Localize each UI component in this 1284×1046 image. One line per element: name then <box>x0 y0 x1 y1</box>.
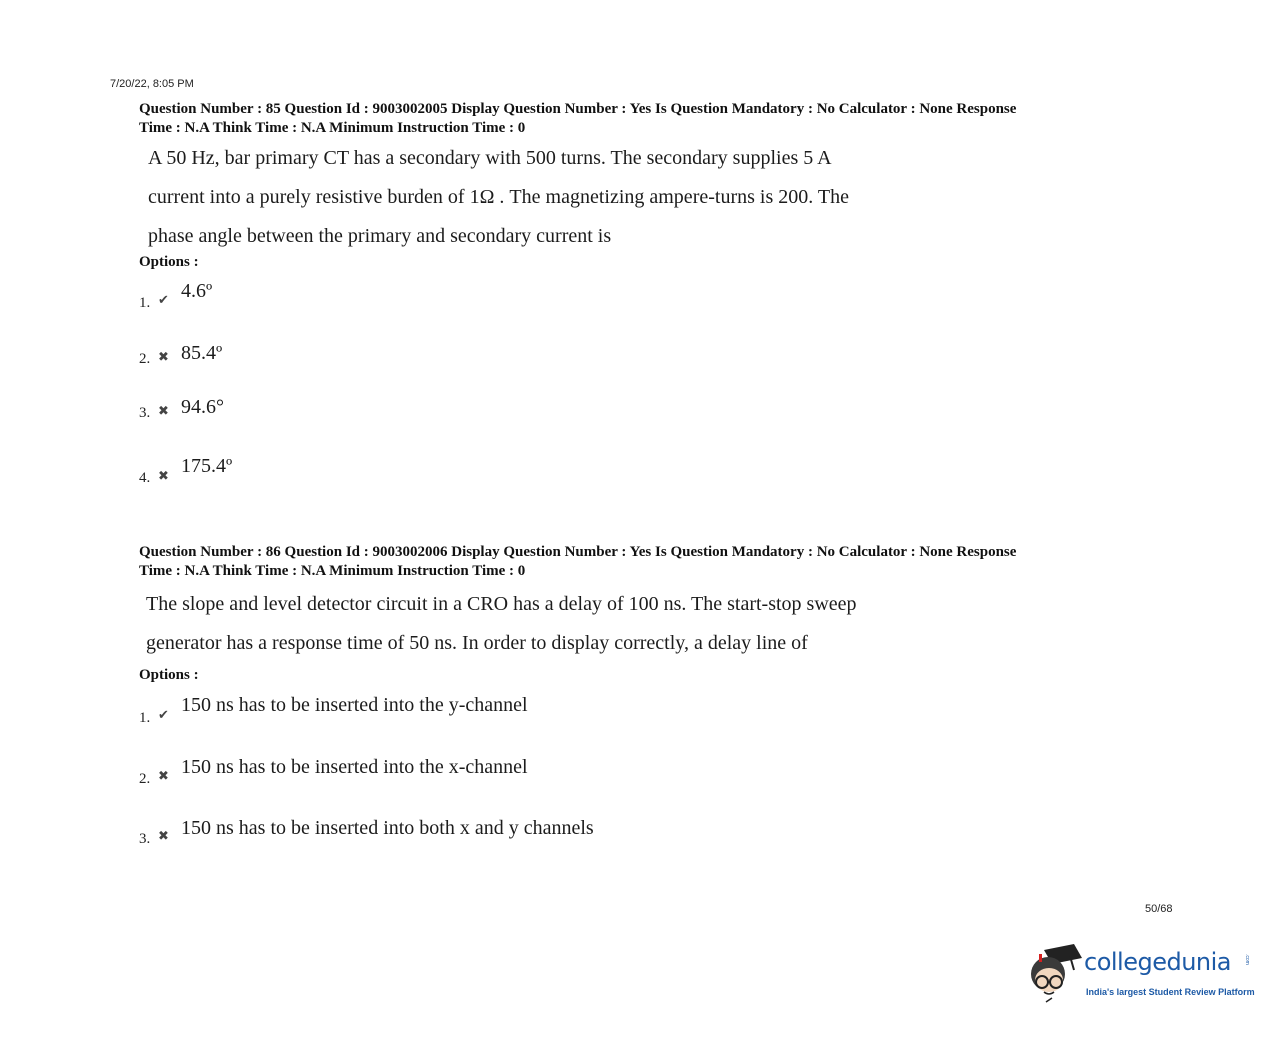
question-meta-line2: Time : N.A Think Time : N.A Minimum Instruction Time : 0 <box>139 120 526 136</box>
cross-icon: ✖ <box>158 349 169 364</box>
option-text: 4.6º <box>181 280 213 302</box>
question-meta <box>139 100 1149 138</box>
question-text-line: A 50 Hz, bar primary CT has a secondary with 500 turns. The secondary supplies 5 A <box>148 147 832 169</box>
option-number: 1. <box>139 710 151 726</box>
option-text: 150 ns has to be inserted into the x-channel <box>181 756 528 778</box>
option-item <box>139 342 839 382</box>
option-number: 4. <box>139 470 151 486</box>
option-text: 175.4º <box>181 455 233 477</box>
cross-icon: ✖ <box>158 828 169 843</box>
cross-icon: ✖ <box>158 468 169 483</box>
cross-icon: ✖ <box>158 768 169 783</box>
options-label: Options : <box>139 254 199 270</box>
options-label: Options : <box>139 667 199 683</box>
page-number: 50/68 <box>1145 903 1173 915</box>
brand-suffix: .com <box>1244 954 1250 965</box>
brand-tagline: India's largest Student Review Platform <box>1086 987 1255 997</box>
question-meta <box>139 543 1149 581</box>
question-text <box>146 585 857 663</box>
option-item <box>139 280 839 320</box>
option-item <box>139 817 839 857</box>
question-meta-line1: Question Number : 85 Question Id : 9003002005 Display Question Number : Yes Is Question Mandatory : No Calculator : None Response <box>139 101 1017 117</box>
question-text <box>148 139 849 256</box>
option-text: 150 ns has to be inserted into both x and y channels <box>181 817 594 839</box>
option-text: 94.6° <box>181 396 224 418</box>
question-text-line: The slope and level detector circuit in a CRO has a delay of 100 ns. The start-stop sweep <box>146 593 857 615</box>
print-datetime: 7/20/22, 8:05 PM <box>110 78 194 90</box>
question-text-line: generator has a response time of 50 ns. In order to display correctly, a delay line of <box>146 632 808 654</box>
option-item <box>139 694 839 734</box>
option-number: 3. <box>139 405 151 421</box>
question-meta-line1: Question Number : 86 Question Id : 9003002006 Display Question Number : Yes Is Question Mandatory : No Calculator : None Response <box>139 544 1017 560</box>
check-icon: ✔ <box>158 707 169 722</box>
option-number: 3. <box>139 831 151 847</box>
brand-name: collegedunia <box>1084 948 1232 976</box>
question-meta-line2: Time : N.A Think Time : N.A Minimum Instruction Time : 0 <box>139 563 526 579</box>
mascot-icon <box>1022 940 1082 1006</box>
question-text-line: phase angle between the primary and secondary current is <box>148 225 612 247</box>
option-item <box>139 756 839 796</box>
option-text: 85.4º <box>181 342 223 364</box>
option-item <box>139 455 839 495</box>
option-number: 2. <box>139 351 151 367</box>
option-number: 2. <box>139 771 151 787</box>
option-text: 150 ns has to be inserted into the y-channel <box>181 694 528 716</box>
cross-icon: ✖ <box>158 403 169 418</box>
option-number: 1. <box>139 295 151 311</box>
option-item <box>139 396 839 436</box>
check-icon: ✔ <box>158 292 169 307</box>
collegedunia-logo <box>1022 940 1255 1006</box>
question-text-line: current into a purely resistive burden of 1Ω . The magnetizing ampere-turns is 200. The <box>148 186 849 208</box>
